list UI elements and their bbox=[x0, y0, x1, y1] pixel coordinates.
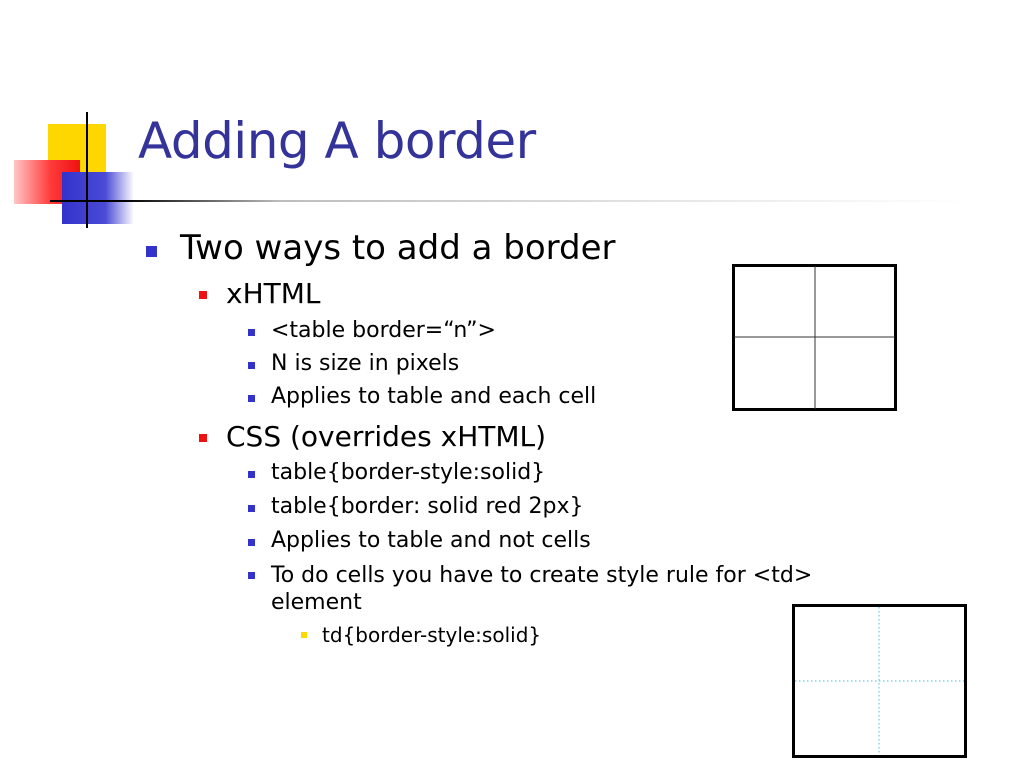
bullet-xhtml-item bbox=[271, 351, 459, 376]
table-only-border-example bbox=[790, 602, 970, 762]
square-bullet-icon bbox=[248, 362, 255, 369]
square-bullet-icon bbox=[301, 632, 307, 638]
bullet-text: Applies to table and not cells bbox=[271, 528, 591, 553]
square-bullet-icon bbox=[146, 246, 157, 257]
bullet-text: table{border: solid red 2px} bbox=[271, 494, 584, 519]
decorative-blue-bar bbox=[62, 172, 134, 224]
bullet-text: Two ways to add a border bbox=[180, 228, 616, 268]
bullet-text: <table border=“n”> bbox=[271, 318, 496, 343]
bullet-xhtml-item bbox=[271, 384, 596, 409]
bullet-text: xHTML bbox=[226, 277, 321, 310]
bullet-text: table{border-style:solid} bbox=[271, 460, 546, 485]
square-bullet-icon bbox=[248, 329, 255, 336]
bullet-text: CSS (overrides xHTML) bbox=[226, 420, 547, 453]
square-bullet-icon bbox=[248, 539, 255, 546]
bullet-css-sub-item bbox=[322, 623, 541, 647]
bullet-text: N is size in pixels bbox=[271, 351, 460, 376]
title-underline bbox=[50, 200, 970, 202]
bullet-css-item bbox=[271, 494, 584, 519]
decorative-vertical-line bbox=[86, 112, 88, 228]
bullet-css bbox=[226, 420, 546, 453]
bullet-text: Applies to table and each cell bbox=[271, 384, 597, 409]
square-bullet-icon bbox=[248, 505, 255, 512]
bullet-main bbox=[180, 228, 615, 268]
bullet-text: td{border-style:solid} bbox=[322, 623, 542, 647]
bullet-xhtml-item bbox=[271, 318, 496, 343]
square-bullet-icon bbox=[248, 572, 255, 579]
bullet-text-line: To do cells you have to create style rule for <td> bbox=[271, 563, 813, 588]
square-bullet-icon bbox=[199, 434, 207, 442]
bullet-text-line: element bbox=[271, 590, 362, 615]
square-bullet-icon bbox=[248, 395, 255, 402]
bullet-css-item-long bbox=[271, 562, 812, 616]
bullet-css-item bbox=[271, 528, 591, 553]
table-border-example bbox=[730, 262, 900, 412]
square-bullet-icon bbox=[248, 471, 255, 478]
bullet-xhtml bbox=[226, 277, 321, 310]
slide-title: Adding A border bbox=[138, 112, 536, 170]
square-bullet-icon bbox=[199, 291, 207, 299]
bullet-css-item bbox=[271, 460, 545, 485]
